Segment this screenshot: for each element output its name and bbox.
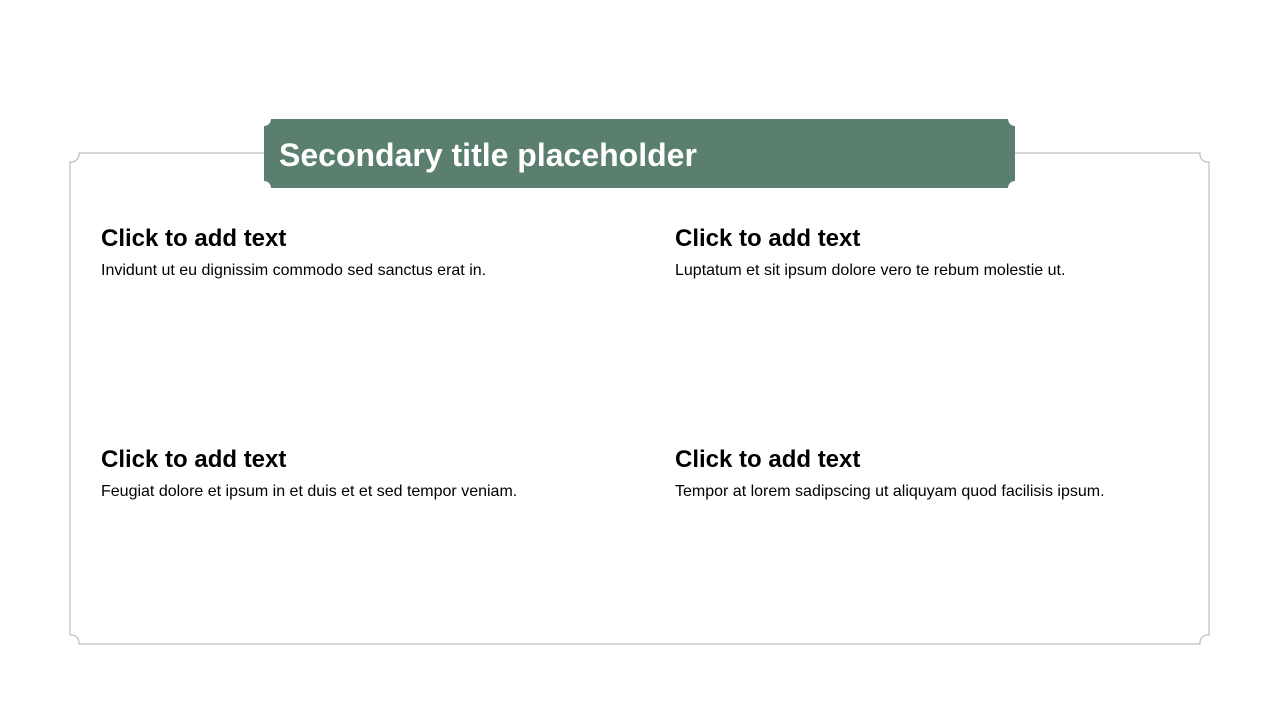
text-block-bottom-right[interactable] bbox=[675, 445, 1175, 502]
slide-title[interactable]: Secondary title placeholder bbox=[279, 137, 697, 173]
block-heading[interactable]: Click to add text bbox=[101, 225, 287, 252]
block-body[interactable]: Luptatum et sit ipsum dolore vero te rebum molestie ut. bbox=[675, 262, 1066, 279]
block-heading[interactable]: Click to add text bbox=[101, 446, 287, 473]
block-heading[interactable]: Click to add text bbox=[675, 446, 861, 473]
block-body[interactable]: Feugiat dolore et ipsum in et duis et et sed tempor veniam. bbox=[101, 483, 518, 500]
block-body[interactable]: Tempor at lorem sadipscing ut aliquyam quod facilisis ipsum. bbox=[675, 483, 1105, 500]
block-body[interactable]: Invidunt ut eu dignissim commodo sed sanctus erat in. bbox=[101, 262, 487, 279]
text-block-top-left[interactable] bbox=[101, 224, 601, 281]
text-block-bottom-left[interactable] bbox=[101, 445, 601, 502]
block-heading[interactable]: Click to add text bbox=[675, 225, 861, 252]
text-block-top-right[interactable] bbox=[675, 224, 1175, 281]
